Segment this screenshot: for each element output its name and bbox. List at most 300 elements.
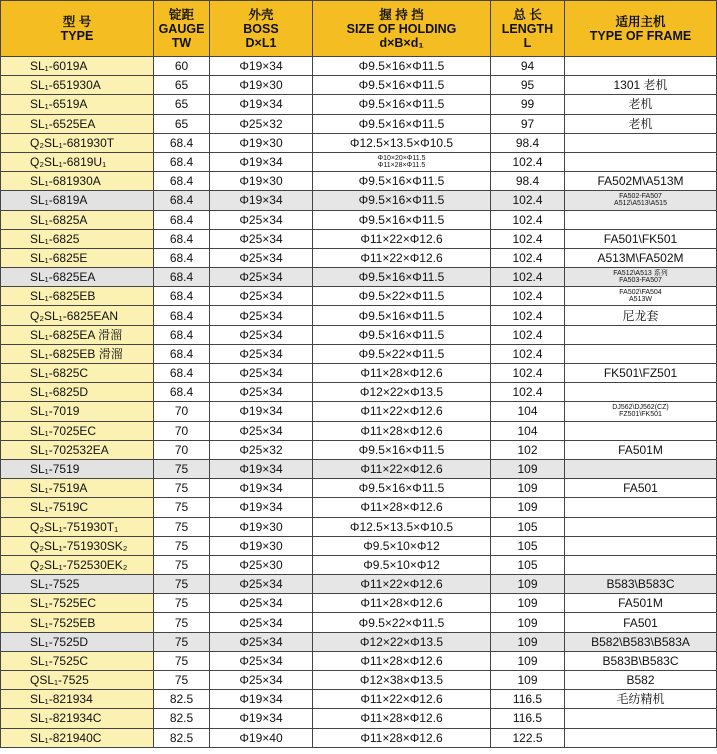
frame-line: FA501M <box>618 442 663 457</box>
holding-line: Φ11×28×Φ12.6 <box>360 730 443 745</box>
length-cell: 102.4 <box>491 210 565 229</box>
frame-cell <box>565 344 717 363</box>
model-cell: SL₁-6825D <box>1 383 154 402</box>
holding-line: Φ9.5×16×Φ11.5 <box>358 78 445 93</box>
boss-cell: Φ25×34 <box>210 594 313 613</box>
holding-cell <box>313 613 491 632</box>
boss-cell: Φ19×30 <box>210 133 313 152</box>
frame-line: B583\B583C <box>606 577 675 592</box>
gauge-cell: 65 <box>154 114 210 133</box>
gauge-cell: 65 <box>154 95 210 114</box>
model-cell: SL₁-7525 <box>1 575 154 594</box>
boss-cell: Φ19×30 <box>210 172 313 191</box>
holding-cell <box>313 632 491 651</box>
frame-cell <box>565 364 717 383</box>
frame-cell <box>565 613 717 632</box>
holding-cell <box>313 133 491 152</box>
length-cell: 102.4 <box>491 191 565 210</box>
frame-cell <box>565 210 717 229</box>
frame-line: FA501\FK501 <box>603 231 678 246</box>
model-cell: SL₁-7519A <box>1 479 154 498</box>
table-row <box>1 57 717 76</box>
length-cell: 98.4 <box>491 133 565 152</box>
frame-cell <box>565 709 717 728</box>
length-cell: 95 <box>491 76 565 95</box>
holding-line: Φ9.5×16×Φ11.5 <box>358 174 445 189</box>
table-row <box>1 555 717 574</box>
length-cell: 109 <box>491 459 565 478</box>
length-cell: 109 <box>491 498 565 517</box>
frame-line: 老机 <box>628 116 653 131</box>
model-cell: SL₁-7025EC <box>1 421 154 440</box>
frame-line: DJ562\DJ562(CZ) <box>612 403 669 411</box>
table-body <box>1 57 717 748</box>
boss-cell: Φ25×34 <box>210 613 313 632</box>
holding-cell <box>313 268 491 287</box>
holding-cell <box>313 671 491 690</box>
holding-line: Φ9.5×16×Φ11.5 <box>358 308 445 323</box>
frame-line: B582\B583\B583A <box>591 634 690 649</box>
frame-cell <box>565 95 717 114</box>
boss-cell: Φ25×34 <box>210 229 313 248</box>
holding-line: Φ9.5×10×Φ12 <box>363 557 440 572</box>
table-row <box>1 594 717 613</box>
table-row <box>1 287 717 306</box>
holding-line: Φ12×22×Φ13.5 <box>359 385 444 400</box>
header-boss-symbol: D×L1 <box>245 35 277 50</box>
boss-cell: Φ25×34 <box>210 421 313 440</box>
gauge-cell: 75 <box>154 651 210 670</box>
holding-cell <box>313 575 491 594</box>
header-gauge-en: GAUGE <box>158 21 205 36</box>
frame-cell <box>565 498 717 517</box>
model-cell: SL₁-7525D <box>1 632 154 651</box>
holding-cell <box>313 172 491 191</box>
frame-cell <box>565 191 717 210</box>
length-cell: 102.4 <box>491 344 565 363</box>
boss-cell: Φ25×34 <box>210 632 313 651</box>
boss-cell: Φ25×34 <box>210 364 313 383</box>
table-row <box>1 671 717 690</box>
boss-cell: Φ19×34 <box>210 709 313 728</box>
boss-cell: Φ19×30 <box>210 536 313 555</box>
length-cell: 102.4 <box>491 152 565 171</box>
frame-cell <box>565 172 717 191</box>
table-row <box>1 268 717 287</box>
holding-line: Φ9.5×10×Φ12 <box>363 538 440 553</box>
gauge-cell: 75 <box>154 517 210 536</box>
model-cell: SL₁-6519A <box>1 95 154 114</box>
holding-line: Φ9.5×22×Φ11.5 <box>358 289 445 304</box>
boss-cell: Φ25×34 <box>210 248 313 267</box>
boss-cell: Φ19×34 <box>210 479 313 498</box>
gauge-cell: 68.4 <box>154 229 210 248</box>
model-cell: SL₁-6825E <box>1 248 154 267</box>
gauge-cell: 68.4 <box>154 248 210 267</box>
frame-line: FA512\A513 系列 <box>613 269 668 277</box>
table-row <box>1 498 717 517</box>
model-cell: SL₁-7519C <box>1 498 154 517</box>
holding-line: Φ11×28×Φ11.5 <box>377 162 426 170</box>
holding-line: Φ9.5×22×Φ11.5 <box>358 346 445 361</box>
length-cell: 109 <box>491 594 565 613</box>
gauge-cell: 68.4 <box>154 364 210 383</box>
frame-cell <box>565 632 717 651</box>
frame-cell <box>565 459 717 478</box>
holding-line: Φ10×20×Φ11.5 <box>377 154 426 162</box>
gauge-cell: 70 <box>154 402 210 421</box>
holding-cell <box>313 248 491 267</box>
gauge-cell: 68.4 <box>154 152 210 171</box>
model-cell: SL₁-6825EB 滑溜 <box>1 344 154 363</box>
holding-line: Φ11×28×Φ12.6 <box>360 500 443 515</box>
gauge-cell: 68.4 <box>154 268 210 287</box>
gauge-cell: 75 <box>154 555 210 574</box>
length-cell: 102.4 <box>491 306 565 325</box>
model-cell: SL₁-6825C <box>1 364 154 383</box>
holding-cell <box>313 536 491 555</box>
holding-cell <box>313 690 491 709</box>
gauge-cell: 68.4 <box>154 191 210 210</box>
boss-cell: Φ25×34 <box>210 268 313 287</box>
holding-cell <box>313 498 491 517</box>
holding-line: Φ9.5×16×Φ11.5 <box>358 116 445 131</box>
table-row <box>1 191 717 210</box>
table-row <box>1 690 717 709</box>
holding-line: Φ12.5×13.5×Φ10.5 <box>349 135 454 150</box>
model-cell: SL₁-6019A <box>1 57 154 76</box>
frame-line: FA503-FA507 <box>619 277 662 285</box>
header-row <box>1 1 717 57</box>
boss-cell: Φ25×34 <box>210 575 313 594</box>
table-row <box>1 210 717 229</box>
table-row <box>1 229 717 248</box>
table-row <box>1 517 717 536</box>
boss-cell: Φ19×34 <box>210 152 313 171</box>
header-holding-cn: 握 持 挡 <box>379 7 424 22</box>
model-cell: Q₂SL₁-6819U₁ <box>1 152 154 171</box>
boss-cell: Φ19×34 <box>210 191 313 210</box>
boss-cell: Φ25×32 <box>210 440 313 459</box>
table-row <box>1 402 717 421</box>
frame-line: FA501 <box>623 481 658 496</box>
boss-cell: Φ25×34 <box>210 383 313 402</box>
length-cell: 109 <box>491 575 565 594</box>
frame-line: FK501\FZ501 <box>603 366 678 381</box>
holding-cell <box>313 364 491 383</box>
model-cell: Q₂SL₁-6825EAN <box>1 306 154 325</box>
table-row <box>1 325 717 344</box>
model-cell: SL₁-7519 <box>1 459 154 478</box>
length-cell: 102.4 <box>491 287 565 306</box>
frame-line: FA502-FA507 <box>619 192 662 200</box>
holding-cell <box>313 728 491 747</box>
holding-line: Φ9.5×16×Φ11.5 <box>358 442 445 457</box>
length-cell: 116.5 <box>491 709 565 728</box>
boss-cell: Φ25×34 <box>210 344 313 363</box>
gauge-cell: 68.4 <box>154 306 210 325</box>
table-row <box>1 575 717 594</box>
table-row <box>1 364 717 383</box>
holding-line: Φ12×38×Φ13.5 <box>359 673 444 688</box>
holding-line: Φ9.5×16×Φ11.5 <box>358 327 445 342</box>
holding-cell <box>313 95 491 114</box>
frame-cell <box>565 229 717 248</box>
table-row <box>1 459 717 478</box>
frame-cell <box>565 440 717 459</box>
holding-line: Φ11×28×Φ12.6 <box>360 653 443 668</box>
frame-line: B582 <box>626 673 655 688</box>
holding-line: Φ9.5×16×Φ11.5 <box>358 193 445 208</box>
length-cell: 102.4 <box>491 229 565 248</box>
model-cell: SL₁-6825EA 滑溜 <box>1 325 154 344</box>
frame-cell <box>565 133 717 152</box>
model-cell: SL₁-6825EB <box>1 287 154 306</box>
gauge-cell: 68.4 <box>154 210 210 229</box>
model-cell: SL₁-651930A <box>1 76 154 95</box>
gauge-cell: 82.5 <box>154 709 210 728</box>
table-row <box>1 536 717 555</box>
gauge-cell: 75 <box>154 575 210 594</box>
gauge-cell: 68.4 <box>154 383 210 402</box>
frame-cell <box>565 555 717 574</box>
holding-cell <box>313 152 491 171</box>
length-cell: 102 <box>491 440 565 459</box>
length-cell: 97 <box>491 114 565 133</box>
model-cell: SL₁-6825 <box>1 229 154 248</box>
model-cell: SL₁-821940C <box>1 728 154 747</box>
model-cell: Q₂SL₁-751930SK₂ <box>1 536 154 555</box>
boss-cell: Φ19×30 <box>210 517 313 536</box>
header-model-cn: 型 号 <box>62 14 92 29</box>
model-cell: SL₁-702532EA <box>1 440 154 459</box>
holding-line: Φ11×28×Φ12.6 <box>360 711 443 726</box>
header-model <box>1 1 154 57</box>
frame-cell <box>565 575 717 594</box>
length-cell: 109 <box>491 632 565 651</box>
holding-line: Φ9.5×16×Φ11.5 <box>358 59 445 74</box>
model-cell: SL₁-6819A <box>1 191 154 210</box>
length-cell: 109 <box>491 613 565 632</box>
header-holding <box>313 1 491 57</box>
frame-line: FA502\FA504 <box>619 288 662 296</box>
header-frame-en: TYPE OF FRAME <box>589 28 692 43</box>
model-cell: SL₁-7525EC <box>1 594 154 613</box>
model-cell: SL₁-821934C <box>1 709 154 728</box>
holding-line: Φ11×28×Φ12.6 <box>360 366 443 381</box>
holding-line: Φ12×22×Φ13.5 <box>359 634 444 649</box>
frame-cell <box>565 479 717 498</box>
frame-line: FA501M <box>618 596 663 611</box>
holding-line: Φ9.5×16×Φ11.5 <box>358 97 445 112</box>
holding-line: Φ11×22×Φ12.6 <box>360 231 443 246</box>
length-cell: 109 <box>491 479 565 498</box>
table-row <box>1 95 717 114</box>
boss-cell: Φ19×34 <box>210 95 313 114</box>
table-row <box>1 114 717 133</box>
table-row <box>1 152 717 171</box>
frame-line: 老机 <box>628 97 653 112</box>
holding-cell <box>313 709 491 728</box>
length-cell: 102.4 <box>491 383 565 402</box>
header-boss-cn: 外壳 <box>248 7 274 22</box>
table-row <box>1 613 717 632</box>
holding-cell <box>313 459 491 478</box>
model-cell: Q₂SL₁-681930T <box>1 133 154 152</box>
gauge-cell: 75 <box>154 632 210 651</box>
table-row <box>1 632 717 651</box>
holding-cell <box>313 114 491 133</box>
boss-cell: Φ19×34 <box>210 57 313 76</box>
table-row <box>1 306 717 325</box>
boss-cell: Φ25×30 <box>210 555 313 574</box>
model-cell: SL₁-821934 <box>1 690 154 709</box>
frame-cell <box>565 248 717 267</box>
boss-cell: Φ25×34 <box>210 210 313 229</box>
gauge-cell: 75 <box>154 671 210 690</box>
holding-cell <box>313 594 491 613</box>
frame-line: FA501 <box>623 615 658 630</box>
holding-line: Φ11×22×Φ12.6 <box>360 404 443 419</box>
gauge-cell: 68.4 <box>154 172 210 191</box>
gauge-cell: 68.4 <box>154 133 210 152</box>
boss-cell: Φ19×34 <box>210 459 313 478</box>
length-cell: 94 <box>491 57 565 76</box>
header-holding-symbol: d×B×d₁ <box>379 35 424 50</box>
holding-cell <box>313 306 491 325</box>
table-row <box>1 344 717 363</box>
holding-line: Φ11×28×Φ12.6 <box>360 423 443 438</box>
table-row <box>1 133 717 152</box>
boss-cell: Φ25×34 <box>210 287 313 306</box>
frame-cell <box>565 594 717 613</box>
frame-cell <box>565 152 717 171</box>
gauge-cell: 75 <box>154 479 210 498</box>
length-cell: 104 <box>491 402 565 421</box>
length-cell: 98.4 <box>491 172 565 191</box>
holding-cell <box>313 517 491 536</box>
frame-cell <box>565 536 717 555</box>
table-row <box>1 248 717 267</box>
holding-cell <box>313 421 491 440</box>
gauge-cell: 68.4 <box>154 325 210 344</box>
header-gauge-symbol: TW <box>171 35 192 50</box>
holding-cell <box>313 402 491 421</box>
header-length-cn: 总 长 <box>513 7 542 22</box>
length-cell: 102.4 <box>491 325 565 344</box>
table-row <box>1 172 717 191</box>
frame-cell <box>565 114 717 133</box>
length-cell: 105 <box>491 536 565 555</box>
gauge-cell: 75 <box>154 536 210 555</box>
holding-cell <box>313 210 491 229</box>
model-cell: SL₁-6825A <box>1 210 154 229</box>
table-row <box>1 440 717 459</box>
model-cell: SL₁-7525C <box>1 651 154 670</box>
header-frame <box>565 1 717 57</box>
holding-cell <box>313 287 491 306</box>
boss-cell: Φ19×34 <box>210 690 313 709</box>
holding-line: Φ9.5×16×Φ11.5 <box>358 212 445 227</box>
holding-line: Φ11×22×Φ12.6 <box>360 462 443 477</box>
length-cell: 109 <box>491 651 565 670</box>
holding-cell <box>313 76 491 95</box>
model-cell: SL₁-681930A <box>1 172 154 191</box>
frame-line: 1301 老机 <box>613 78 668 93</box>
length-cell: 109 <box>491 671 565 690</box>
frame-cell <box>565 421 717 440</box>
header-holding-en: SIZE OF HOLDING <box>346 21 457 36</box>
length-cell: 99 <box>491 95 565 114</box>
gauge-cell: 82.5 <box>154 728 210 747</box>
model-cell: Q₂SL₁-751930T₁ <box>1 517 154 536</box>
boss-cell: Φ25×34 <box>210 325 313 344</box>
frame-cell <box>565 517 717 536</box>
gauge-cell: 70 <box>154 440 210 459</box>
frame-cell <box>565 287 717 306</box>
boss-cell: Φ19×40 <box>210 728 313 747</box>
header-length-symbol: L <box>523 35 532 50</box>
frame-cell <box>565 76 717 95</box>
model-cell: SL₁-6525EA <box>1 114 154 133</box>
model-cell: SL₁-7525EB <box>1 613 154 632</box>
length-cell: 102.4 <box>491 364 565 383</box>
length-cell: 105 <box>491 555 565 574</box>
header-boss <box>210 1 313 57</box>
gauge-cell: 75 <box>154 459 210 478</box>
frame-line: 尼龙套 <box>622 308 659 323</box>
table-row <box>1 728 717 747</box>
frame-cell <box>565 690 717 709</box>
holding-line: Φ9.5×16×Φ11.5 <box>358 270 445 285</box>
holding-cell <box>313 651 491 670</box>
length-cell: 104 <box>491 421 565 440</box>
header-length <box>491 1 565 57</box>
holding-cell <box>313 229 491 248</box>
gauge-cell: 65 <box>154 76 210 95</box>
gauge-cell: 68.4 <box>154 287 210 306</box>
gauge-cell: 68.4 <box>154 344 210 363</box>
holding-cell <box>313 440 491 459</box>
boss-cell: Φ19×34 <box>210 402 313 421</box>
header-length-en: LENGTH <box>501 21 554 36</box>
boss-cell: Φ25×32 <box>210 114 313 133</box>
holding-cell <box>313 383 491 402</box>
frame-line: A513W <box>629 296 652 304</box>
header-frame-cn: 适用主机 <box>615 14 666 29</box>
gauge-cell: 82.5 <box>154 690 210 709</box>
table-row <box>1 421 717 440</box>
frame-line: FA502M\A513M <box>597 174 684 189</box>
gauge-cell: 75 <box>154 613 210 632</box>
model-cell: QSL₁-7525 <box>1 671 154 690</box>
table-row <box>1 76 717 95</box>
header-gauge <box>154 1 210 57</box>
frame-line: A513M\FA502M <box>597 250 684 265</box>
frame-cell <box>565 306 717 325</box>
frame-cell <box>565 651 717 670</box>
frame-cell <box>565 402 717 421</box>
holding-cell <box>313 57 491 76</box>
boss-cell: Φ25×34 <box>210 671 313 690</box>
holding-line: Φ12.5×13.5×Φ10.5 <box>349 519 454 534</box>
gauge-cell: 70 <box>154 421 210 440</box>
table-row <box>1 383 717 402</box>
holding-cell <box>313 191 491 210</box>
holding-line: Φ9.5×16×Φ11.5 <box>358 481 445 496</box>
holding-line: Φ11×22×Φ12.6 <box>360 692 443 707</box>
length-cell: 122.5 <box>491 728 565 747</box>
